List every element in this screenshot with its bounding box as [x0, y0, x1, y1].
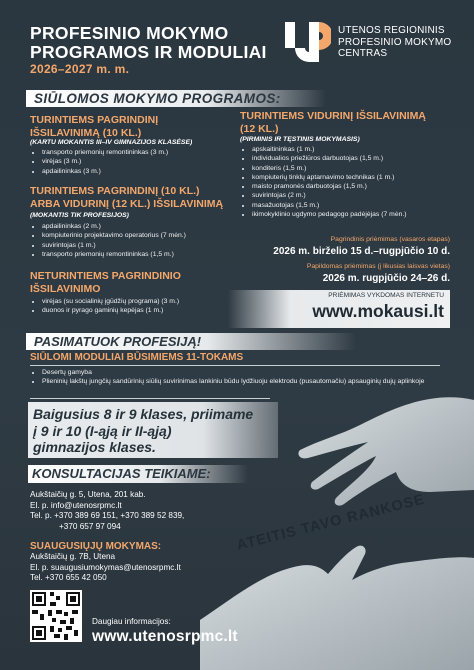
hands-illustration — [200, 380, 474, 670]
list-item: • apdailininkas (2 m.) — [42, 222, 186, 231]
more-info-label: Daugiau informacijos: — [92, 617, 171, 626]
list-item: • suvirintojas (2 m.) — [252, 191, 407, 200]
list-item: • kompiuterinio projektavimo operatorius (7 mėn.) — [42, 231, 186, 240]
list-item: • transporto priemonių remontininkas (3 m.) — [42, 148, 168, 157]
main-admission-dates: 2026 m. birželio 15 d.–rugpjūčio 10 d. — [273, 246, 450, 257]
list-item: • ikimokyklinio ugdymo pedagogo padėjėjas (7 mėn.) — [252, 210, 407, 219]
qr-code-icon[interactable] — [30, 590, 82, 642]
list-item: • konditeris (1,5 m.) — [252, 164, 407, 173]
group4-list — [240, 145, 407, 219]
website-link[interactable]: www.utenosrpmc.lt — [92, 628, 238, 645]
group4-title-2: (12 KL.) — [240, 122, 279, 135]
group1-list — [30, 148, 168, 176]
consult-phone-2[interactable]: +370 657 97 094 — [59, 521, 121, 531]
logo-line-3: CENTRAS — [338, 48, 388, 59]
adult-info — [30, 552, 181, 584]
consult-email[interactable]: El. p. info@utenosrpmc.lt — [30, 500, 122, 510]
list-item: • individualios priežiūros darbuotojas (1,5 m.) — [252, 154, 407, 163]
school-year: 2026–2027 m. m. — [30, 62, 130, 76]
main-admission-label: Pagrindinis priėmimas (vasaros etapas) — [330, 236, 450, 243]
slogan: ATEITIS TAVO RANKOSE — [235, 491, 427, 554]
group2-heading — [30, 185, 223, 210]
consult-banner-label: KONSULTACIJAS TEIKIAME: — [32, 466, 211, 481]
logo-line-2: PROFESINIO MOKYMO — [338, 36, 452, 48]
try-profession-label: PASIMATUOK PROFESIJĄ! — [34, 334, 202, 349]
list-item: • Plieninių lakštų jungčių sandūrinių siūlių suvirinimas lankiniu būdu lydžiuoju elektrodu (pusautomačiu) apsauginių dujų aplinkoje — [42, 377, 452, 386]
online-admission-caption: PRIĖMIMAS VYKDOMAS INTERNETU — [328, 292, 444, 299]
group1-title-1: TURINTIEMS PAGRINDINĮ — [30, 114, 159, 126]
list-item: • masažuotojas (1,5 m.) — [252, 201, 407, 210]
consult-banner — [28, 465, 248, 483]
list-item: • maisto pramonės darbuotojas (1,5 m.) — [252, 182, 407, 191]
poster-title — [30, 24, 267, 77]
group2-title-2: ARBA VIDURINĮ (12 KL.) IŠSILAVINIMĄ — [30, 197, 224, 210]
programs-banner — [26, 90, 326, 107]
logo-line-1: UTENOS REGIONINIS — [338, 25, 445, 36]
list-item: • virėjas (3 m.) — [42, 157, 168, 166]
title-line-2: PROGRAMOS IR MODULIAI — [30, 42, 267, 62]
list-item: • virėjas (su socialinių įgūdžių programa) (3 m.) — [42, 297, 179, 306]
title-line-1: PROFESINIO MOKYMO — [30, 23, 229, 43]
group3-title-2: IŠSILAVINIMO — [30, 282, 101, 295]
group4-subtitle: (PIRMINIS IR TĘSTINIS MOKYMASIS) — [240, 136, 360, 143]
list-item: • kompiuterių tinklų aptarnavimo technikas (1 m.) — [252, 173, 407, 182]
consult-address: Aukštaičių g. 5, Utena, 201 kab. — [30, 490, 146, 499]
list-item: • transporto priemonių remontininkas (1,5 m.) — [42, 250, 186, 259]
group1-heading — [30, 114, 158, 139]
list-item: • apdailininkas (3 m.) — [42, 167, 168, 176]
group4-heading — [240, 110, 426, 135]
logo-text — [338, 25, 451, 60]
adult-phone[interactable]: Tel. +370 655 42 050 — [30, 573, 107, 582]
extra-admission-label: Papildomas priėmimas (į likusias laisvas vietas) — [306, 263, 450, 270]
modules-divider — [30, 365, 440, 366]
group3-heading — [30, 270, 181, 295]
promo-line-3: gimnazijos klases. — [33, 439, 156, 455]
adult-email[interactable]: El. p. suaugusiumokymas@utenosrpmc.lt — [30, 562, 181, 572]
list-item: • apskaitininkas (1 m.) — [252, 145, 407, 154]
consult-phone-1[interactable]: Tel. p. +370 389 69 151, +370 389 52 839, — [30, 511, 185, 520]
programs-banner-label: SIŪLOMOS MOKYMO PROGRAMOS: — [34, 91, 281, 106]
online-admission-box — [228, 290, 450, 328]
group1-subtitle: (KARTU MOKANTIS III–IV GIMNAZIJOS KLASĖSE) — [30, 139, 193, 146]
promo-line-2: į 9 ir 10 (I-ąją ir II-ąją) — [33, 422, 172, 439]
group3-title-1: NETURINTIEMS PAGRINDINIO — [30, 270, 181, 282]
group1-title-2: IŠSILAVINIMĄ (10 KL.) — [30, 126, 142, 139]
consult-info — [30, 490, 184, 532]
lower-hand — [200, 546, 474, 670]
group2-title-1: TURINTIEMS PAGRINDINĮ (10 KL.) — [30, 185, 200, 197]
utenos-logo-icon — [283, 20, 331, 68]
modules-heading: SIŪLOMI MODULIAI BŪSIMIEMS 11-TOKAMS — [30, 352, 244, 363]
group2-list — [30, 222, 186, 259]
online-admission-link[interactable]: www.mokausi.lt — [312, 301, 444, 321]
try-profession-banner — [26, 333, 356, 350]
group2-subtitle: (MOKANTIS TIK PROFESIJOS) — [30, 212, 129, 219]
extra-admission-dates: 2026 m. rugpjūčio 24–26 d. — [322, 273, 450, 284]
adult-heading: SUAUGUSIŲJŲ MOKYMAS: — [30, 541, 162, 552]
group3-list — [30, 297, 179, 316]
upper-hand — [298, 397, 474, 505]
group4-title-1: TURINTIEMS VIDURINĮ IŠSILAVINIMĄ — [240, 110, 426, 122]
list-item: • Desertų gamyba — [42, 368, 452, 377]
list-item: • suvirintojas (1 m.) — [42, 241, 186, 250]
adult-address: Aukštaičių g. 7B, Utena — [30, 552, 116, 561]
promo-line-1: Baigusius 8 ir 9 klases, priimame — [33, 406, 254, 422]
list-item: • duonos ir pyrago gaminių kepėjas (1 m.) — [42, 306, 179, 315]
